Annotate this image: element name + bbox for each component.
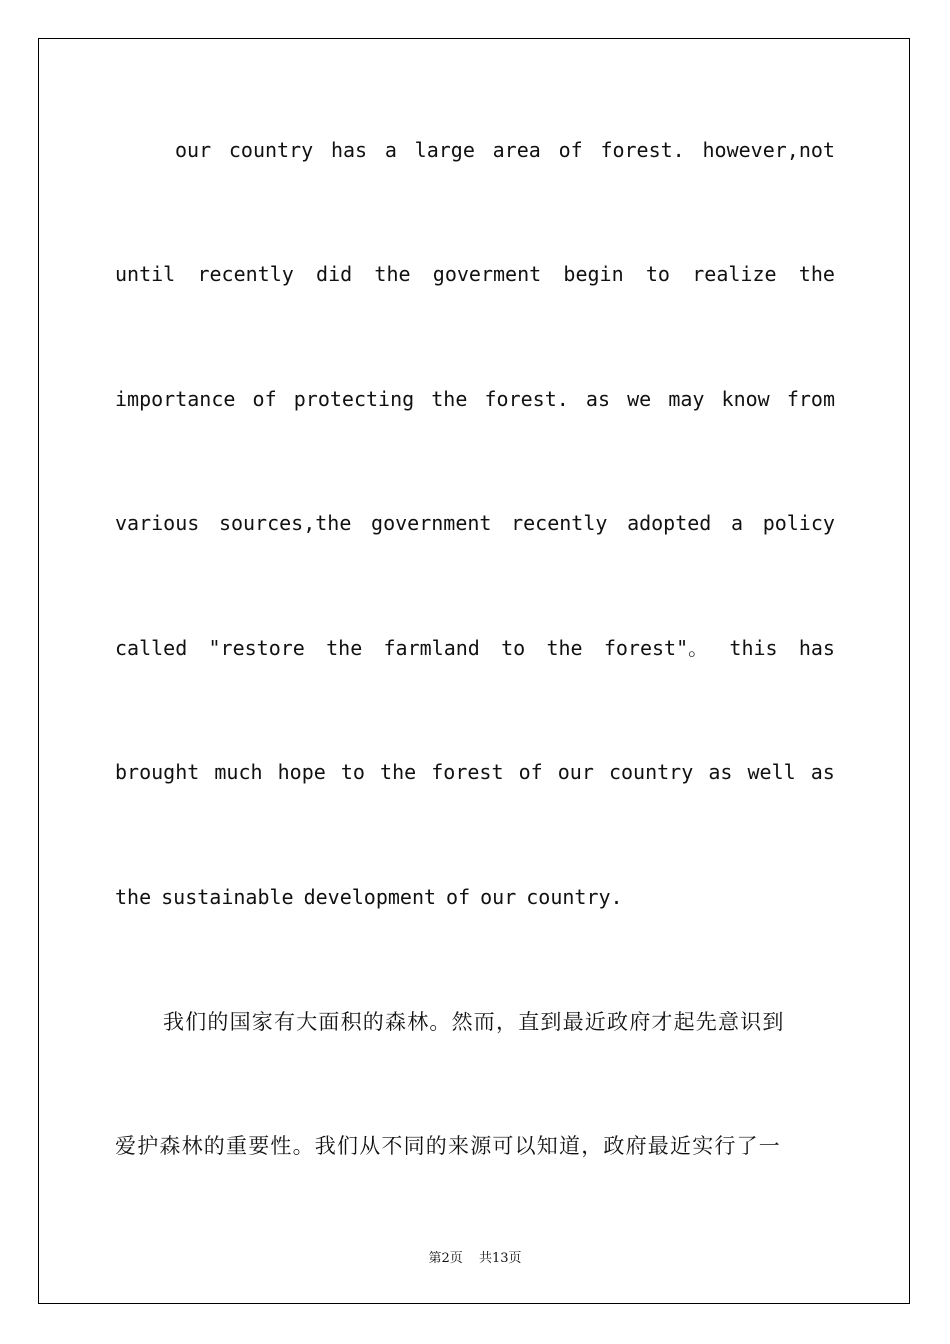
word: brought: [115, 760, 200, 784]
word: recently: [511, 511, 608, 535]
word: know: [721, 387, 770, 411]
word: to: [340, 760, 365, 784]
word: the: [380, 760, 417, 784]
paragraph-line: [115, 633, 835, 663]
word: farmland: [383, 636, 480, 660]
paragraph-line: [175, 135, 835, 165]
word: "restore: [208, 636, 305, 660]
word: to: [645, 262, 670, 286]
word: as: [708, 760, 733, 784]
word: forest: [431, 760, 504, 784]
word: forest.: [484, 387, 569, 411]
paragraph-line: [115, 508, 835, 538]
word: hope: [277, 760, 326, 784]
word: our: [480, 885, 517, 909]
word: recently: [197, 262, 294, 286]
word: the: [798, 262, 835, 286]
word: the: [326, 636, 363, 660]
word: until: [115, 262, 176, 286]
word: importance: [115, 387, 236, 411]
word: of: [252, 387, 277, 411]
word: adopted: [627, 511, 712, 535]
chinese-paragraph-line: 我们的国家有大面积的森林。然而，直到最近政府才起先意识到: [163, 1010, 785, 1034]
word: sources,the: [218, 511, 352, 535]
word: forest"。: [603, 636, 709, 660]
word: has: [798, 636, 835, 660]
word: as: [585, 387, 610, 411]
word: well: [747, 760, 796, 784]
word: we: [627, 387, 652, 411]
word: our: [557, 760, 594, 784]
word: protecting: [293, 387, 415, 411]
word: to: [501, 636, 526, 660]
total-pages: 共13页: [478, 1251, 522, 1266]
word: large: [414, 138, 475, 162]
word: our: [175, 138, 212, 162]
word: development: [303, 885, 437, 909]
word: government: [371, 511, 492, 535]
word: of: [558, 138, 583, 162]
word: this: [729, 636, 778, 660]
word: area: [492, 138, 541, 162]
word: a: [731, 511, 744, 535]
paragraph-line: [115, 757, 835, 787]
word: however,not: [702, 138, 835, 162]
word: various: [115, 511, 200, 535]
word: country: [608, 760, 694, 784]
word: sustainable: [161, 885, 294, 909]
word: may: [668, 387, 705, 411]
word: did: [316, 262, 353, 286]
word: begin: [563, 262, 624, 286]
word: goverment: [432, 262, 542, 286]
paragraph-line: [115, 882, 835, 912]
word: realize: [692, 262, 777, 286]
word: country: [228, 138, 314, 162]
word: from: [786, 387, 835, 411]
word: called: [115, 636, 188, 660]
paragraph-line: [115, 259, 835, 289]
word: has: [330, 138, 368, 162]
word: much: [214, 760, 263, 784]
word: as: [810, 760, 835, 784]
word: forest.: [600, 138, 685, 162]
word: the: [431, 387, 468, 411]
word: the: [115, 885, 152, 909]
word: the: [374, 262, 411, 286]
page-border: [38, 38, 910, 1304]
word: policy: [762, 511, 835, 535]
page-number: 第2页: [428, 1251, 463, 1266]
word: of: [446, 885, 471, 909]
word: of: [518, 760, 543, 784]
paragraph-line: [115, 384, 835, 414]
page-footer: [0, 1247, 950, 1266]
word: country.: [526, 885, 623, 909]
chinese-paragraph-line: 爱护森林的重要性。我们从不同的来源可以知道，政府最近实行了一: [115, 1134, 781, 1158]
word: the: [546, 636, 583, 660]
word: a: [384, 138, 397, 162]
